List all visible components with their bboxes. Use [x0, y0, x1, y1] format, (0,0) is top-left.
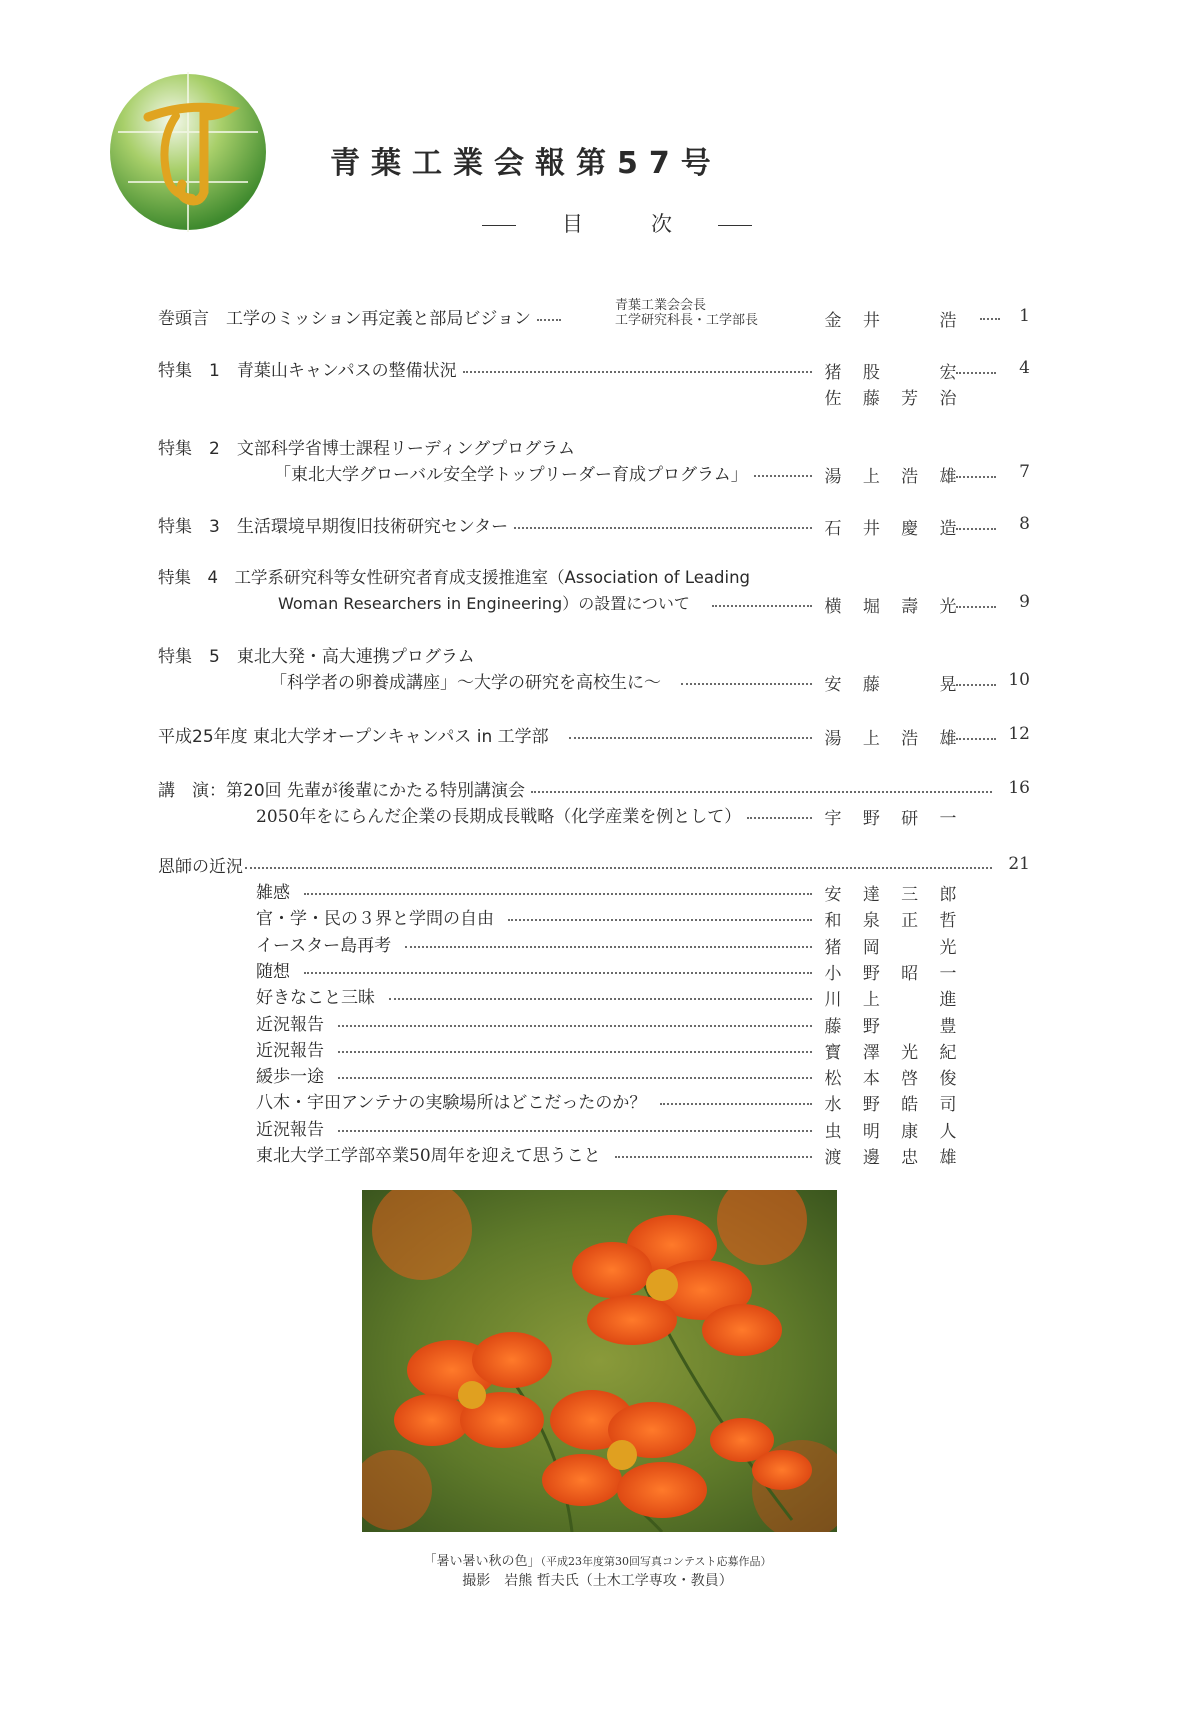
- sub-entry-title: 雑感: [256, 882, 290, 903]
- toc-entry-5: 特集 4 工学系研究科等女性研究者育成支援推進室（Association of Leading: [158, 568, 750, 587]
- author-name: 横 堀 壽 光: [824, 597, 957, 617]
- page-number: 1: [1019, 306, 1030, 326]
- sub-entry: [256, 1088, 818, 1112]
- sub-entry-title: 東北大学工学部卒業50周年を迎えて思うこと: [256, 1145, 601, 1166]
- sub-entry-title: 八木・宇田アンテナの実験場所はどこだったのか？: [256, 1092, 647, 1113]
- flower-photo: [362, 1190, 837, 1532]
- sub-entry: [256, 957, 818, 981]
- toc-entry-2: 特集 1 青葉山キャンパスの整備状況: [158, 356, 818, 380]
- sub-entry-title: 官・学・民の３界と学問の自由: [256, 908, 494, 929]
- sub-entry-title: 近況報告: [256, 1119, 324, 1140]
- page-number: 7: [1019, 462, 1030, 482]
- author-name: 金 井 浩: [824, 311, 957, 331]
- author-name: 渡 邊 忠 雄: [824, 1148, 957, 1168]
- author-name: 松 本 啓 俊: [824, 1069, 957, 1089]
- photo-caption-title: 「暑い暑い秋の色」（平成23年度第30回写真コンテスト応募作品）: [423, 1554, 772, 1569]
- page-number: 12: [1008, 724, 1030, 744]
- toc-entry-8: 講 演：第20回 先輩が後輩にかたる特別講演会: [158, 776, 998, 800]
- sub-entry: [256, 904, 818, 928]
- toc-entry-4: 特集 3 生活環境早期復旧技術研究センター: [158, 512, 818, 536]
- toc-entry-6-line2: 「科学者の卵養成講座」～大学の研究を高校生に～: [270, 668, 818, 692]
- page-number: 8: [1019, 514, 1030, 534]
- author-name: 猪 岡 光: [824, 938, 957, 958]
- author-name: 湯 上 浩 雄: [824, 467, 957, 487]
- toc-entry-8-line2: 2050年をにらんだ企業の長期成長戦略（化学産業を例として）: [256, 802, 818, 826]
- toc-entry-6: 特集 5 東北大発・高大連携プログラム: [158, 646, 475, 667]
- sub-entry: [256, 1062, 818, 1086]
- author-name: 川 上 進: [824, 990, 957, 1010]
- sub-entry: [256, 1036, 818, 1060]
- page-number: 9: [1019, 592, 1030, 612]
- author-name: 猪 股 宏: [824, 363, 957, 383]
- author-name: 石 井 慶 造: [824, 519, 957, 539]
- author-name: 湯 上 浩 雄: [824, 729, 957, 749]
- sub-entry: [256, 878, 818, 902]
- page-number: 4: [1019, 358, 1030, 378]
- author-name: 安 藤 晃: [824, 675, 957, 695]
- author-name: 水 野 皓 司: [824, 1095, 957, 1115]
- sub-entry-title: イースター島再考: [256, 935, 392, 956]
- page-number: 16: [1008, 778, 1030, 798]
- toc-entry-5-line2: Woman Researchers in Engineering）の設置について: [278, 590, 818, 614]
- association-logo: [108, 72, 268, 232]
- sub-entry: [256, 931, 818, 955]
- toc-entry-3-line2: 「東北大学グローバル安全学トップリーダー育成プログラム」: [274, 460, 818, 484]
- page-title: 青葉工業会報第57号: [330, 146, 722, 181]
- author-name: 藤 野 豊: [824, 1017, 957, 1037]
- author-name: 安 達 三 郎: [824, 885, 957, 905]
- author-name: 宇 野 研 一: [824, 809, 957, 829]
- sub-entry: [256, 1010, 818, 1034]
- toc-entry-9: 恩師の近況: [158, 852, 998, 876]
- toc-entry-3: 特集 2 文部科学省博士課程リーディングプログラム: [158, 438, 575, 459]
- sub-entry: [256, 1141, 818, 1165]
- author-affiliation: 青葉工業会会長 工学研究科長・工学部長: [615, 298, 759, 328]
- author-name: 和 泉 正 哲: [824, 911, 957, 931]
- author-name: 虫 明 康 人: [824, 1122, 957, 1142]
- sub-entry-title: 好きなこと三昧: [256, 987, 375, 1008]
- toc-entry-1: 巻頭言 工学のミッション再定義と部局ビジョン: [158, 304, 608, 328]
- sub-entry: [256, 983, 818, 1007]
- author-name: 佐 藤 芳 治: [824, 389, 957, 409]
- sub-entry-title: 緩歩一途: [256, 1066, 324, 1087]
- sub-entry-title: 随想: [256, 961, 290, 982]
- sub-entry: [256, 1115, 818, 1139]
- page-number: 21: [1008, 854, 1030, 874]
- sub-entry-title: 近況報告: [256, 1040, 324, 1061]
- page-number: 10: [1008, 670, 1030, 690]
- author-name: 小 野 昭 一: [824, 964, 957, 984]
- toc-heading: 目 次: [470, 208, 730, 238]
- photo-caption-credit: 撮影 岩熊 哲夫氏（土木工学専攻・教員）: [462, 1573, 733, 1589]
- author-name: 寳 澤 光 紀: [824, 1043, 957, 1063]
- sub-entry-title: 近況報告: [256, 1014, 324, 1035]
- toc-entry-7: 平成25年度 東北大学オープンキャンパス in 工学部: [158, 722, 818, 746]
